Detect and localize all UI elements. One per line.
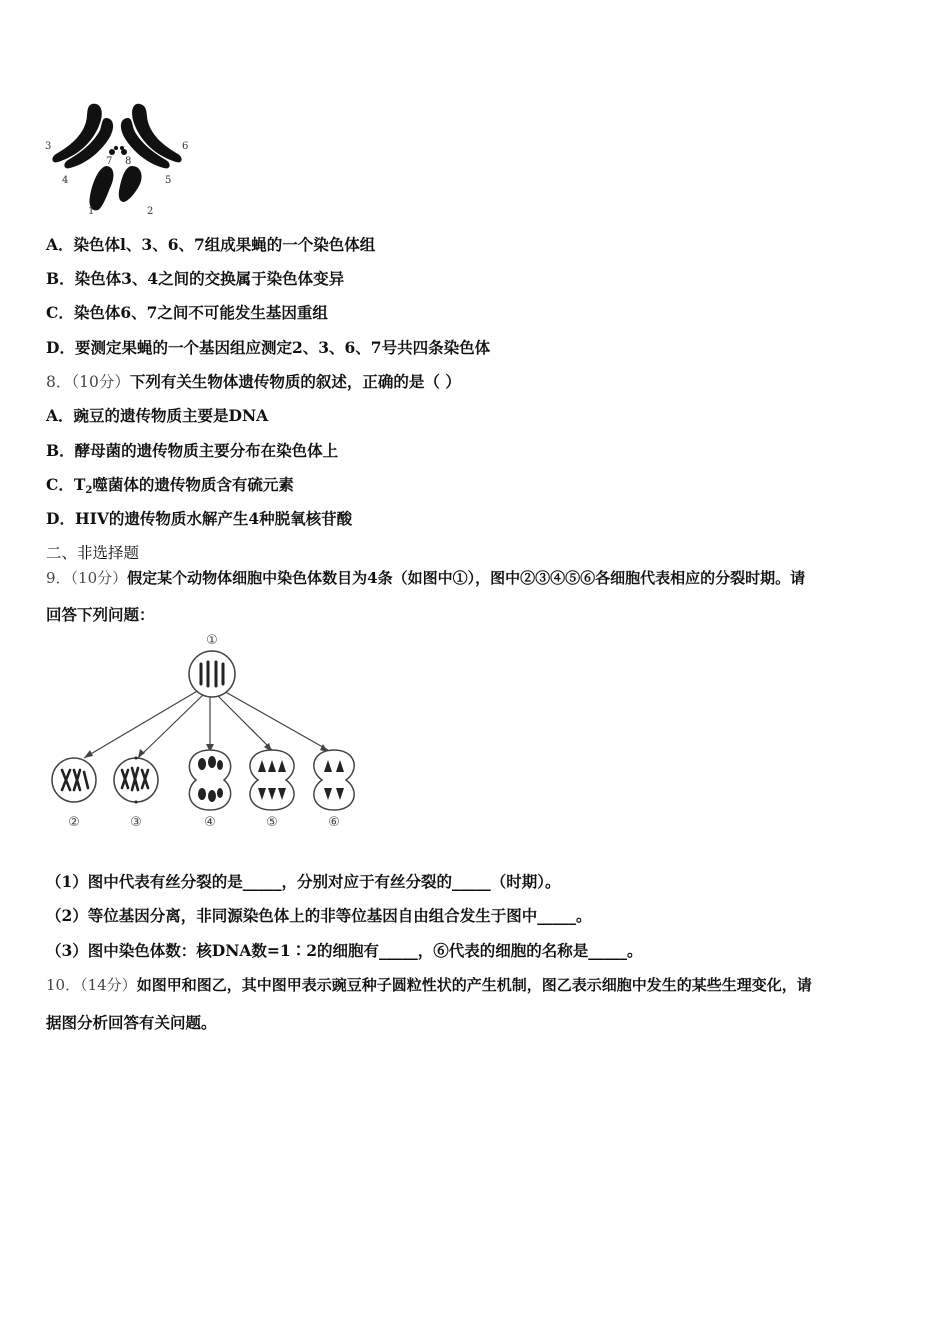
cell-label: ②	[68, 815, 80, 830]
chromosome-label: 4	[62, 175, 69, 186]
cell-2	[52, 758, 96, 802]
cell-1	[189, 651, 235, 697]
q8-stem: 8．（10分）下列有关生物体遗传物质的叙述，正确的是（ ）	[46, 372, 461, 391]
q7-option-a: A．染色体l、3、6、7组成果蝇的一个染色体组	[46, 235, 376, 254]
cell-6	[314, 750, 354, 810]
chromosome-1	[89, 166, 113, 210]
q9-stem-line2: 回答下列问题：	[46, 605, 155, 624]
chromosome-label: 6	[182, 141, 189, 152]
q9-sub3: （3）图中染色体数：核DNA数=1∶2的细胞有_____，⑥代表的细胞的名称是_____。	[46, 941, 643, 960]
q7-option-b: B．染色体3、4之间的交换属于染色体变异	[46, 269, 345, 288]
chromosome-2	[119, 166, 142, 202]
cell-label: ④	[204, 815, 216, 830]
q9-sub2: （2）等位基因分离，非同源染色体上的非等位基因自由组合发生于图中_____。	[46, 906, 592, 925]
q10-stem-line1: 10．（14分）如图甲和图乙，其中图甲表示豌豆种子圆粒性状的产生机制，图乙表示细胞中发生的某些生理变化，请	[46, 976, 812, 994]
cell-5	[250, 750, 294, 810]
q8-option-b: B．酵母菌的遗传物质主要分布在染色体上	[46, 441, 339, 460]
chromosome-label: 1	[88, 206, 95, 217]
q9-sub1: （1）图中代表有丝分裂的是_____，分别对应于有丝分裂的_____（时期）。	[46, 872, 561, 891]
chromosome-label: 7	[106, 156, 113, 167]
q8-option-d: D．HIV的遗传物质水解产生4种脱氧核苷酸	[46, 509, 353, 528]
chromosome-label: 3	[45, 141, 52, 152]
cell-label: ①	[206, 633, 218, 648]
q7-option-c: C．染色体6、7之间不可能发生基因重组	[46, 303, 328, 322]
q8-option-a: A．豌豆的遗传物质主要是DNA	[46, 406, 269, 425]
q9-stem-line1: 9．（10分）假定某个动物体细胞中染色体数目为4条（如图中①），图中②③④⑤⑥各细胞代表相应的分裂时期。请	[46, 569, 806, 587]
q8-option-c: C．$T_2$噬菌体的遗传物质含有硫元素	[46, 475, 294, 496]
q7-option-d: D．要测定果蝇的一个基因组应测定2、3、6、7号共四条染色体	[46, 338, 491, 357]
chromosome-7	[109, 149, 115, 155]
cell-label: ⑤	[266, 815, 278, 830]
cell-label: ③	[130, 815, 142, 830]
section-title: 二、非选择题	[46, 544, 140, 562]
cell-label: ⑥	[328, 815, 340, 830]
q10-stem-line2: 据图分析回答有关问题。	[46, 1013, 217, 1032]
cell-division-figure	[44, 630, 374, 836]
chromosome-label: 5	[165, 175, 172, 186]
chromosome-label: 8	[125, 156, 132, 167]
chromosome-label: 2	[147, 206, 154, 217]
fruit-fly-chromosome-figure	[44, 96, 194, 220]
